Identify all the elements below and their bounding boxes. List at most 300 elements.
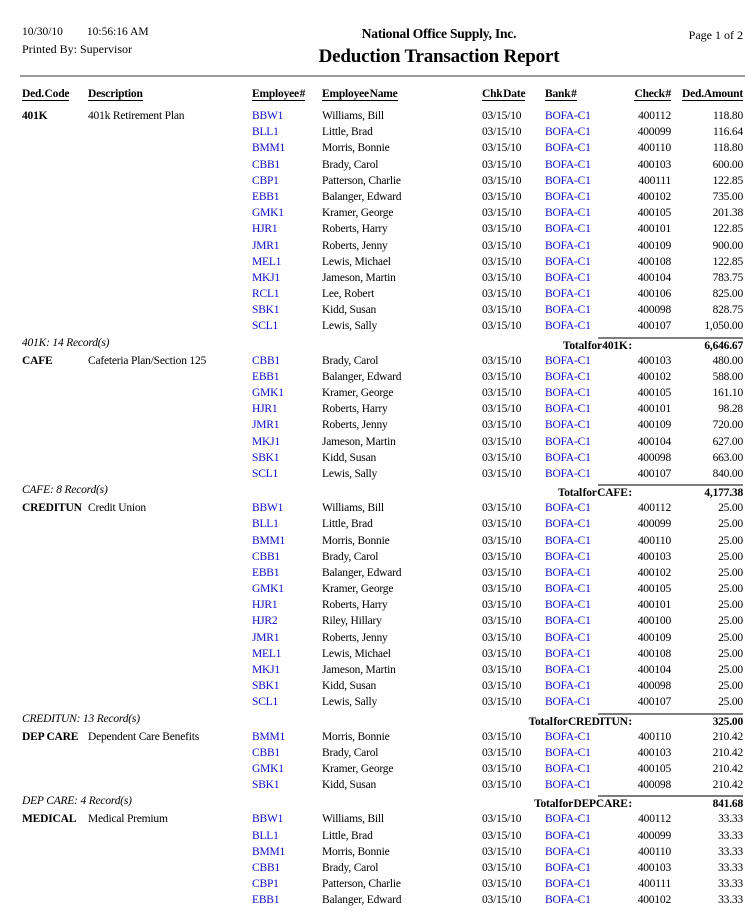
check-number: 400105 xyxy=(637,387,671,399)
employee-link[interactable]: SBK1 xyxy=(252,779,280,792)
deduction-amount: 25.00 xyxy=(718,631,743,644)
employee-link[interactable]: CBB1 xyxy=(252,158,280,171)
employee-link[interactable]: BLL1 xyxy=(252,829,279,842)
deduction-code xyxy=(22,238,88,254)
employee-link[interactable]: BBW1 xyxy=(252,110,284,122)
deduction-code xyxy=(22,173,88,189)
check-date: 03/15/10 xyxy=(482,110,522,122)
bank-link[interactable]: BOFA-C1 xyxy=(545,647,591,660)
bank-link[interactable]: BOFA-C1 xyxy=(545,451,591,464)
deduction-description xyxy=(88,549,252,565)
col-employee-name xyxy=(322,87,482,104)
deduction-description xyxy=(88,369,252,385)
employee-link[interactable]: BMM1 xyxy=(252,845,286,858)
transaction-row xyxy=(0,844,756,860)
deduction-description xyxy=(88,286,252,302)
transaction-row xyxy=(0,729,756,745)
employee-link[interactable]: HJR1 xyxy=(252,403,278,416)
employee-link[interactable]: BBW1 xyxy=(252,813,284,826)
check-number: 400111 xyxy=(638,878,671,891)
bank-link[interactable]: BOFA-C1 xyxy=(545,174,591,187)
bank-link[interactable]: BOFA-C1 xyxy=(545,387,591,399)
check-number: 400101 xyxy=(637,223,671,236)
employee-link[interactable]: GMK1 xyxy=(252,583,284,596)
employee-link[interactable]: BMM1 xyxy=(252,142,286,155)
employee-name: Lewis, Sally xyxy=(322,696,378,709)
bank-link[interactable]: BOFA-C1 xyxy=(545,239,591,252)
page-number: Page 1 of 2 xyxy=(688,28,743,42)
transaction-row xyxy=(0,205,756,221)
deduction-amount: 210.42 xyxy=(712,730,743,743)
deduction-code xyxy=(22,581,88,597)
transaction-row xyxy=(0,124,756,140)
record-count: CAFE: 8 Record(s) xyxy=(22,484,108,497)
check-number: 400103 xyxy=(637,158,671,171)
report-body xyxy=(0,108,756,908)
deduction-description xyxy=(88,892,252,908)
col-chk-date-label: Chk Date xyxy=(482,88,526,100)
check-date: 03/15/10 xyxy=(482,664,522,676)
check-date: 03/15/10 xyxy=(482,680,522,693)
deduction-description xyxy=(88,157,252,173)
transaction-row xyxy=(0,434,756,450)
deduction-code xyxy=(22,318,88,334)
transaction-row xyxy=(0,302,756,318)
total-amount: 325.00 xyxy=(712,715,743,728)
deduction-amount: 25.00 xyxy=(718,647,743,660)
col-check-num-label: Check # xyxy=(634,88,671,100)
check-number: 400110 xyxy=(638,845,671,858)
transaction-row xyxy=(0,401,756,417)
employee-link[interactable]: HJR1 xyxy=(252,599,278,612)
deduction-amount: 25.00 xyxy=(718,696,743,709)
bank-link[interactable]: BOFA-C1 xyxy=(545,370,591,383)
transaction-row xyxy=(0,173,756,189)
employee-link[interactable]: BMM1 xyxy=(252,730,286,743)
employee-link[interactable]: GMK1 xyxy=(252,387,284,399)
transaction-row xyxy=(0,318,756,334)
employee-link[interactable]: SCL1 xyxy=(252,696,279,709)
deduction-description xyxy=(88,189,252,205)
deduction-code xyxy=(22,466,88,482)
check-number: 400106 xyxy=(637,288,671,301)
employee-link[interactable]: SCL1 xyxy=(252,320,279,333)
employee-name: Balanger, Edward xyxy=(322,190,402,203)
check-date: 03/15/10 xyxy=(482,419,522,432)
check-number: 400109 xyxy=(637,419,671,432)
bank-link[interactable]: BOFA-C1 xyxy=(545,518,591,531)
employee-name: Brady, Carol xyxy=(322,158,379,171)
check-number: 400108 xyxy=(637,255,671,268)
transaction-row xyxy=(0,140,756,156)
check-date: 03/15/10 xyxy=(482,779,522,792)
employee-link[interactable]: MEL1 xyxy=(252,647,282,660)
deduction-description: Medical Premium xyxy=(88,813,168,826)
check-number: 400112 xyxy=(638,110,671,122)
check-date: 03/15/10 xyxy=(482,320,522,333)
transaction-row xyxy=(0,678,756,694)
employee-link[interactable]: JMR1 xyxy=(252,239,280,252)
col-bank-num-label: Bank # xyxy=(545,88,577,100)
bank-link[interactable]: BOFA-C1 xyxy=(545,142,591,155)
employee-link[interactable]: CBB1 xyxy=(252,861,280,874)
deduction-description xyxy=(88,745,252,761)
employee-name: Kidd, Susan xyxy=(322,779,377,792)
bank-link[interactable]: BOFA-C1 xyxy=(545,550,591,563)
employee-link[interactable]: CBP1 xyxy=(252,878,279,891)
total-amount: 6,646.67 xyxy=(704,339,743,352)
header-rule xyxy=(20,75,745,77)
bank-link[interactable]: BOFA-C1 xyxy=(545,861,591,874)
transaction-row xyxy=(0,892,756,908)
check-date: 03/15/10 xyxy=(482,223,522,236)
record-count: 401K: 14 Record(s) xyxy=(22,336,110,349)
deduction-amount: 828.75 xyxy=(712,304,743,317)
check-number: 400107 xyxy=(637,467,671,480)
deduction-amount: 33.33 xyxy=(718,845,743,858)
deduction-amount: 783.75 xyxy=(712,271,743,284)
deduction-code xyxy=(22,892,88,908)
employee-name: Roberts, Jenny xyxy=(322,419,388,432)
bank-link[interactable]: BOFA-C1 xyxy=(545,502,591,515)
bank-link[interactable]: BOFA-C1 xyxy=(545,829,591,842)
deduction-code: DEP CARE xyxy=(22,730,79,743)
bank-link[interactable]: BOFA-C1 xyxy=(545,288,591,301)
employee-name: Morris, Bonnie xyxy=(322,142,390,155)
bank-link[interactable]: BOFA-C1 xyxy=(545,878,591,891)
deduction-amount: 1,050.00 xyxy=(704,320,743,333)
check-date: 03/15/10 xyxy=(482,762,522,775)
deduction-amount: 122.85 xyxy=(712,223,743,236)
bank-link[interactable]: BOFA-C1 xyxy=(545,894,591,907)
deduction-amount: 627.00 xyxy=(712,435,743,448)
check-number: 400110 xyxy=(638,730,671,743)
employee-name: Roberts, Harry xyxy=(322,223,388,236)
bank-link[interactable]: BOFA-C1 xyxy=(545,664,591,676)
employee-name: Kramer, George xyxy=(322,583,394,596)
deduction-amount: 161.10 xyxy=(712,387,743,399)
check-number: 400111 xyxy=(638,174,671,187)
employee-link[interactable]: EBB1 xyxy=(252,370,280,383)
deduction-amount: 735.00 xyxy=(712,190,743,203)
deduction-description xyxy=(88,678,252,694)
employee-name: Lewis, Sally xyxy=(322,467,378,480)
record-count: CREDITUN: 13 Record(s) xyxy=(22,712,140,725)
transaction-row xyxy=(0,369,756,385)
bank-link[interactable]: BOFA-C1 xyxy=(545,190,591,203)
section-summary-row xyxy=(0,793,756,811)
check-date: 03/15/10 xyxy=(482,304,522,317)
col-ded-code-label: Ded. Code xyxy=(22,88,70,100)
check-number: 400109 xyxy=(637,239,671,252)
check-number: 400102 xyxy=(637,370,671,383)
bank-link[interactable]: BOFA-C1 xyxy=(545,255,591,268)
employee-name: Little, Brad xyxy=(322,518,373,531)
transaction-row xyxy=(0,549,756,565)
deduction-description xyxy=(88,140,252,156)
deduction-amount: 25.00 xyxy=(718,566,743,579)
bank-link[interactable]: BOFA-C1 xyxy=(545,599,591,612)
deduction-description xyxy=(88,646,252,662)
deduction-amount: 118.80 xyxy=(713,110,743,122)
bank-link[interactable]: BOFA-C1 xyxy=(545,680,591,693)
bank-link[interactable]: BOFA-C1 xyxy=(545,110,591,122)
transaction-row xyxy=(0,238,756,254)
employee-name: Roberts, Harry xyxy=(322,403,388,416)
check-number: 400099 xyxy=(637,126,671,139)
employee-link[interactable]: MKJ1 xyxy=(252,271,280,284)
employee-name: Kramer, George xyxy=(322,207,394,220)
deduction-description xyxy=(88,434,252,450)
bank-link[interactable]: BOFA-C1 xyxy=(545,730,591,743)
employee-name: Roberts, Jenny xyxy=(322,239,388,252)
employee-link[interactable]: GMK1 xyxy=(252,207,284,220)
check-number: 400098 xyxy=(637,680,671,693)
deduction-amount: 25.00 xyxy=(718,680,743,693)
employee-link[interactable]: CBP1 xyxy=(252,174,279,187)
deduction-amount: 25.00 xyxy=(718,583,743,596)
employee-name: Morris, Bonnie xyxy=(322,845,390,858)
transaction-row xyxy=(0,270,756,286)
section-summary-row xyxy=(0,711,756,729)
check-date: 03/15/10 xyxy=(482,255,522,268)
deduction-amount: 210.42 xyxy=(712,746,743,759)
col-description-label: Description xyxy=(88,88,143,100)
report-title: Deduction Transaction Report xyxy=(318,46,560,67)
col-description xyxy=(88,87,252,104)
employee-name: Jameson, Martin xyxy=(322,271,396,284)
transaction-row xyxy=(0,466,756,482)
deduction-description xyxy=(88,385,252,401)
check-date: 03/15/10 xyxy=(482,239,522,252)
deduction-code xyxy=(22,157,88,173)
col-ded-amount xyxy=(671,87,743,104)
employee-link[interactable]: MKJ1 xyxy=(252,435,280,448)
employee-name: Williams, Bill xyxy=(322,502,384,515)
transaction-row xyxy=(0,189,756,205)
employee-link[interactable]: SBK1 xyxy=(252,451,280,464)
employee-link[interactable]: HJR2 xyxy=(252,615,278,628)
deduction-amount: 118.80 xyxy=(713,142,743,155)
check-number: 400107 xyxy=(637,696,671,709)
deduction-code xyxy=(22,844,88,860)
check-date: 03/15/10 xyxy=(482,354,522,367)
employee-name: Williams, Bill xyxy=(322,813,384,826)
deduction-amount: 33.33 xyxy=(718,829,743,842)
deduction-description xyxy=(88,860,252,876)
bank-link[interactable]: BOFA-C1 xyxy=(545,435,591,448)
transaction-row xyxy=(0,581,756,597)
transaction-row xyxy=(0,565,756,581)
transaction-row xyxy=(0,221,756,237)
bank-link[interactable]: BOFA-C1 xyxy=(545,696,591,709)
check-date: 03/15/10 xyxy=(482,158,522,171)
employee-link[interactable]: SBK1 xyxy=(252,680,280,693)
deduction-description xyxy=(88,630,252,646)
employee-name: Balanger, Edward xyxy=(322,894,402,907)
bank-link[interactable]: BOFA-C1 xyxy=(545,746,591,759)
col-check-num xyxy=(605,87,671,104)
deduction-description xyxy=(88,450,252,466)
bank-link[interactable]: BOFA-C1 xyxy=(545,566,591,579)
bank-link[interactable]: BOFA-C1 xyxy=(545,813,591,826)
transaction-row xyxy=(0,597,756,613)
transaction-row xyxy=(0,662,756,678)
employee-link[interactable]: MEL1 xyxy=(252,255,282,268)
employee-link[interactable]: JMR1 xyxy=(252,631,280,644)
employee-link[interactable]: CBB1 xyxy=(252,550,280,563)
check-date: 03/15/10 xyxy=(482,878,522,891)
col-employee-num-label: Employee # xyxy=(252,88,306,100)
bank-link[interactable]: BOFA-C1 xyxy=(545,631,591,644)
check-number: 400103 xyxy=(637,550,671,563)
transaction-row xyxy=(0,533,756,549)
check-number: 400098 xyxy=(637,451,671,464)
bank-link[interactable]: BOFA-C1 xyxy=(545,271,591,284)
bank-link[interactable]: BOFA-C1 xyxy=(545,583,591,596)
deduction-amount: 210.42 xyxy=(712,762,743,775)
bank-link[interactable]: BOFA-C1 xyxy=(545,615,591,628)
employee-link[interactable]: BLL1 xyxy=(252,126,279,139)
check-date: 03/15/10 xyxy=(482,631,522,644)
transaction-row xyxy=(0,157,756,173)
deduction-amount: 900.00 xyxy=(712,239,743,252)
bank-link[interactable]: BOFA-C1 xyxy=(545,845,591,858)
transaction-row xyxy=(0,828,756,844)
employee-link[interactable]: EBB1 xyxy=(252,894,280,907)
deduction-amount: 33.33 xyxy=(718,861,743,874)
deduction-amount: 25.00 xyxy=(718,615,743,628)
check-date: 03/15/10 xyxy=(482,126,522,139)
check-date: 03/15/10 xyxy=(482,550,522,563)
deduction-amount: 663.00 xyxy=(712,451,743,464)
deduction-amount: 25.00 xyxy=(718,518,743,531)
deduction-description xyxy=(88,565,252,581)
employee-name: Little, Brad xyxy=(322,829,373,842)
record-count: DEP CARE: 4 Record(s) xyxy=(22,795,132,808)
deduction-amount: 25.00 xyxy=(718,502,743,515)
employee-link[interactable]: CBB1 xyxy=(252,354,280,367)
deduction-code xyxy=(22,549,88,565)
employee-name: Lee, Robert xyxy=(322,288,375,301)
deduction-description xyxy=(88,466,252,482)
col-employee-num xyxy=(252,87,322,104)
employee-link[interactable]: MKJ1 xyxy=(252,664,280,676)
deduction-description xyxy=(88,828,252,844)
deduction-code xyxy=(22,876,88,892)
deduction-code xyxy=(22,597,88,613)
deduction-code: CREDITUN xyxy=(22,502,82,515)
deduction-description xyxy=(88,844,252,860)
deduction-code xyxy=(22,678,88,694)
employee-link[interactable]: EBB1 xyxy=(252,190,280,203)
deduction-code xyxy=(22,516,88,532)
section-summary-row xyxy=(0,335,756,353)
bank-link[interactable]: BOFA-C1 xyxy=(545,762,591,775)
check-date: 03/15/10 xyxy=(482,370,522,383)
employee-name: Riley, Hillary xyxy=(322,615,382,628)
employee-link[interactable]: JMR1 xyxy=(252,419,280,432)
total-label: Total for CREDITUN : xyxy=(528,715,632,728)
bank-link[interactable]: BOFA-C1 xyxy=(545,534,591,547)
bank-link[interactable]: BOFA-C1 xyxy=(545,779,591,792)
deduction-description xyxy=(88,613,252,629)
bank-link[interactable]: BOFA-C1 xyxy=(545,403,591,416)
check-date: 03/15/10 xyxy=(482,730,522,743)
employee-link[interactable]: HJR1 xyxy=(252,223,278,236)
deduction-description xyxy=(88,173,252,189)
bank-link[interactable]: BOFA-C1 xyxy=(545,354,591,367)
transaction-row xyxy=(0,450,756,466)
employee-link[interactable]: EBB1 xyxy=(252,566,280,579)
total-label: Total for CAFE : xyxy=(557,487,632,500)
bank-link[interactable]: BOFA-C1 xyxy=(545,223,591,236)
check-number: 400103 xyxy=(637,746,671,759)
transaction-row xyxy=(0,254,756,270)
check-date: 03/15/10 xyxy=(482,190,522,203)
bank-link[interactable]: BOFA-C1 xyxy=(545,320,591,333)
check-number: 400100 xyxy=(637,615,671,628)
deduction-amount: 588.00 xyxy=(712,370,743,383)
employee-link[interactable]: BMM1 xyxy=(252,534,286,547)
employee-link[interactable]: GMK1 xyxy=(252,762,284,775)
check-date: 03/15/10 xyxy=(482,518,522,531)
check-date: 03/15/10 xyxy=(482,829,522,842)
bank-link[interactable]: BOFA-C1 xyxy=(545,419,591,432)
employee-link[interactable]: SBK1 xyxy=(252,304,280,317)
deduction-amount: 720.00 xyxy=(712,419,743,432)
employee-name: Brady, Carol xyxy=(322,354,379,367)
employee-name: Kidd, Susan xyxy=(322,680,377,693)
employee-name: Balanger, Edward xyxy=(322,370,402,383)
deduction-code xyxy=(22,745,88,761)
transaction-row xyxy=(0,286,756,302)
employee-link[interactable]: BBW1 xyxy=(252,502,284,515)
employee-link[interactable]: BLL1 xyxy=(252,518,279,531)
employee-link[interactable]: RCL1 xyxy=(252,288,280,301)
print-date: 10/30/10 xyxy=(22,26,63,38)
check-number: 400101 xyxy=(637,403,671,416)
deduction-description xyxy=(88,597,252,613)
transaction-row xyxy=(0,761,756,777)
check-date: 03/15/10 xyxy=(482,845,522,858)
employee-link[interactable]: SCL1 xyxy=(252,467,279,480)
bank-link[interactable]: BOFA-C1 xyxy=(545,467,591,480)
bank-link[interactable]: BOFA-C1 xyxy=(545,126,591,139)
employee-name: Patterson, Charlie xyxy=(322,174,401,187)
check-number: 400105 xyxy=(637,762,671,775)
bank-link[interactable]: BOFA-C1 xyxy=(545,158,591,171)
employee-link[interactable]: CBB1 xyxy=(252,746,280,759)
check-number: 400104 xyxy=(637,271,671,284)
employee-name: Jameson, Martin xyxy=(322,664,396,676)
transaction-row xyxy=(0,646,756,662)
deduction-code xyxy=(22,646,88,662)
deduction-description: Credit Union xyxy=(88,502,146,515)
deduction-code xyxy=(22,533,88,549)
employee-name: Brady, Carol xyxy=(322,550,379,563)
check-number: 400105 xyxy=(637,583,671,596)
transaction-row xyxy=(0,745,756,761)
deduction-code xyxy=(22,434,88,450)
check-date: 03/15/10 xyxy=(482,502,522,515)
bank-link[interactable]: BOFA-C1 xyxy=(545,304,591,317)
deduction-amount: 25.00 xyxy=(718,599,743,612)
bank-link[interactable]: BOFA-C1 xyxy=(545,207,591,220)
deduction-code xyxy=(22,828,88,844)
check-date: 03/15/10 xyxy=(482,861,522,874)
transaction-row xyxy=(0,500,756,516)
